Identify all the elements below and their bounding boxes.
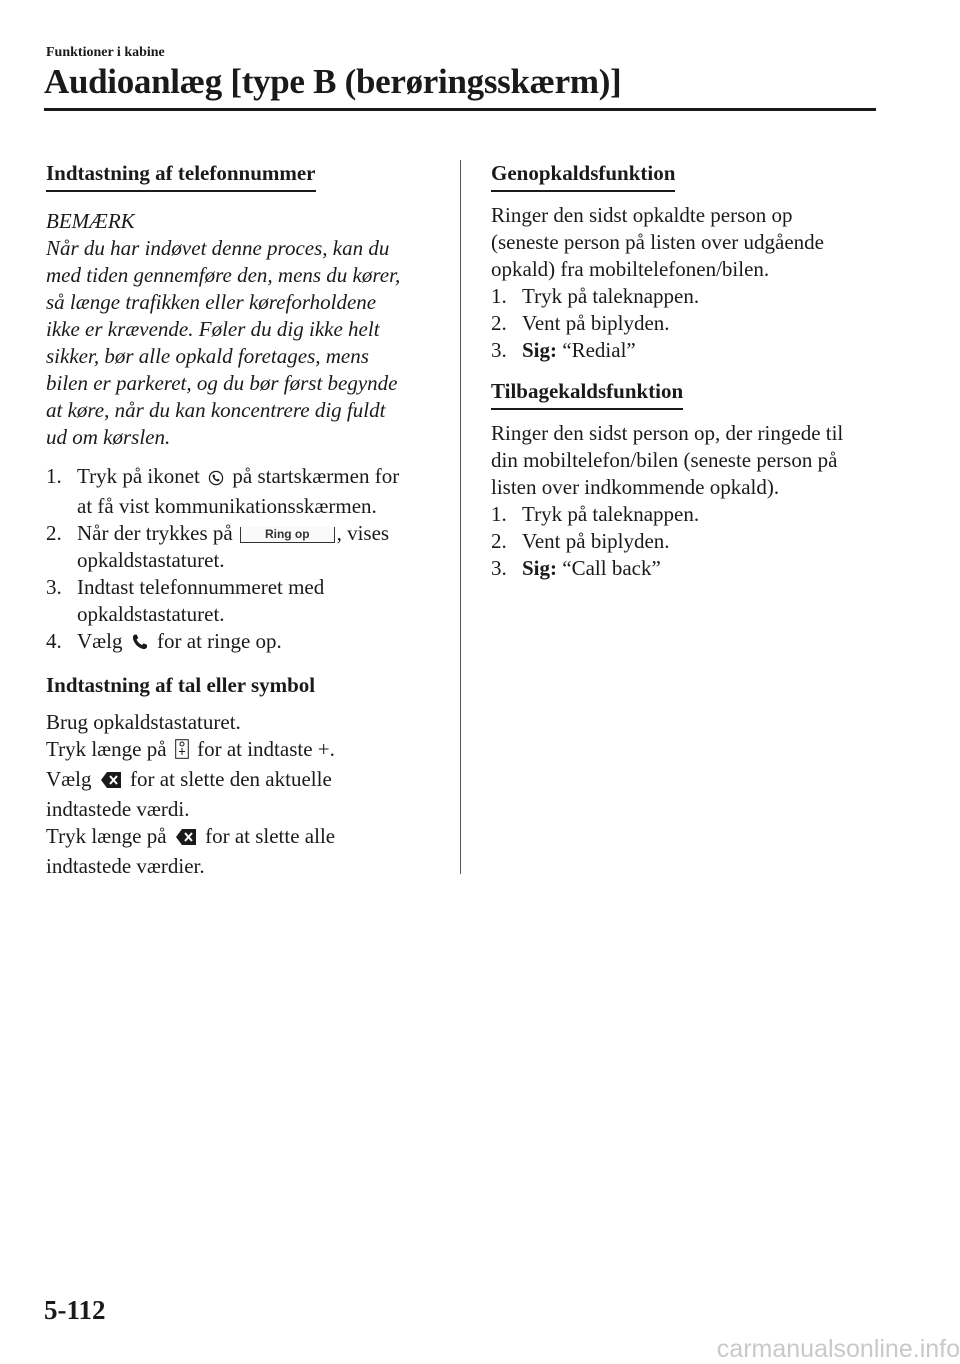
paragraph: listen over indkommende opkald). [491, 475, 780, 499]
phone-icon [131, 631, 149, 658]
list-item [491, 528, 886, 555]
left-column [46, 160, 441, 880]
delete-icon [100, 769, 122, 796]
delete-icon [175, 826, 197, 853]
paragraph [46, 736, 441, 766]
paragraph: Ringer den sidst person op, der ringede til [491, 421, 844, 445]
step-number: 3. [46, 575, 62, 599]
step-text: Vent på biplyden. [522, 529, 670, 553]
paragraph [46, 823, 441, 880]
step-text: for at ringe op. [157, 629, 282, 653]
step-text: Vælg [77, 629, 123, 653]
note-block [46, 208, 441, 451]
step-number: 1. [46, 464, 62, 488]
paragraph-text: Tryk længe på [46, 824, 167, 848]
watermark: carmanualsonline.info [716, 1335, 960, 1363]
step-text: Tryk på taleknappen. [522, 502, 700, 526]
title-rule [44, 108, 876, 111]
step-number: 2. [491, 311, 507, 335]
step-text: “Redial” [562, 338, 636, 362]
list-item [46, 628, 441, 658]
step-text: “Call back” [562, 556, 661, 580]
paragraph-text: for at indtaste +. [197, 737, 335, 761]
step-text: Tryk på ikonet [77, 464, 200, 488]
phone-entry-steps [46, 463, 441, 658]
step-number: 1. [491, 502, 507, 526]
step-number: 3. [491, 338, 507, 362]
right-column [491, 160, 886, 582]
note-line: så længe trafikken eller køreforholdene [46, 290, 377, 314]
paragraph-text: for at slette alle [205, 824, 336, 848]
step-text: Indtast telefonnummeret med [77, 575, 325, 599]
heading-number-symbol: Indtastning af tal eller symbol [46, 673, 316, 697]
paragraph: Ringer den sidst opkaldte person op [491, 203, 793, 227]
heading-redial: Genopkaldsfunktion [491, 160, 675, 192]
column-divider [460, 160, 461, 874]
note-line: med tiden gennemføre den, mens du kører, [46, 263, 401, 287]
list-item [491, 501, 886, 528]
step-text: på startskærmen for [232, 464, 400, 488]
list-item [491, 310, 886, 337]
step-number: 2. [46, 521, 62, 545]
list-item [46, 463, 441, 520]
heading-phone-entry: Indtastning af telefonnummer [46, 160, 316, 192]
note-title: BEMÆRK [46, 209, 135, 233]
ring-op-button: Ring op [240, 527, 335, 543]
page-title: Audioanlæg [type B (berøringsskærm)] [44, 62, 622, 101]
step-number: 1. [491, 284, 507, 308]
paragraph-text: indtastede værdi. [46, 797, 190, 821]
step-text: at få vist kommunikationsskærmen. [77, 494, 377, 518]
paragraph-text: Tryk længe på [46, 737, 167, 761]
note-line: sikker, bør alle opkald foretages, mens [46, 344, 369, 368]
step-say-label: Sig: [522, 338, 558, 362]
paragraph: opkald) fra mobiltelefonen/bilen. [491, 257, 770, 281]
paragraph: (seneste person på listen over udgående [491, 230, 824, 254]
list-item [46, 574, 441, 628]
list-item [491, 555, 886, 582]
note-line: bilen er parkeret, og du bør først begynde [46, 371, 398, 395]
note-line: ud om kørslen. [46, 425, 171, 449]
list-item [46, 520, 441, 574]
heading-callback: Tilbagekaldsfunktion [491, 378, 683, 410]
list-item [491, 337, 886, 364]
paragraph: Brug opkaldstastaturet. [46, 710, 241, 734]
plus-key-icon [175, 739, 189, 766]
step-text: Når der trykkes på [77, 521, 233, 545]
step-text: , vises [336, 521, 390, 545]
step-text: opkaldstastaturet. [77, 602, 225, 626]
callback-steps [491, 501, 886, 582]
list-item [491, 283, 886, 310]
step-number: 4. [46, 629, 62, 653]
step-text: opkaldstastaturet. [77, 548, 225, 572]
paragraph-text: indtastede værdier. [46, 854, 205, 878]
paragraph [46, 766, 441, 823]
paragraph-text: for at slette den aktuelle [130, 767, 332, 791]
step-text: Tryk på taleknappen. [522, 284, 700, 308]
step-number: 2. [491, 529, 507, 553]
section-label: Funktioner i kabine [46, 45, 165, 60]
communication-icon [208, 466, 224, 493]
note-line: ikke er krævende. Føler du dig ikke helt [46, 317, 380, 341]
step-say-label: Sig: [522, 556, 558, 580]
redial-steps [491, 283, 886, 364]
paragraph-text: Vælg [46, 767, 92, 791]
note-line: at køre, når du kan koncentrere dig fuldt [46, 398, 386, 422]
note-line: Når du har indøvet denne proces, kan du [46, 236, 390, 260]
step-text: Vent på biplyden. [522, 311, 670, 335]
paragraph: din mobiltelefon/bilen (seneste person på [491, 448, 838, 472]
step-number: 3. [491, 556, 507, 580]
page-number: 5-112 [44, 1295, 106, 1325]
